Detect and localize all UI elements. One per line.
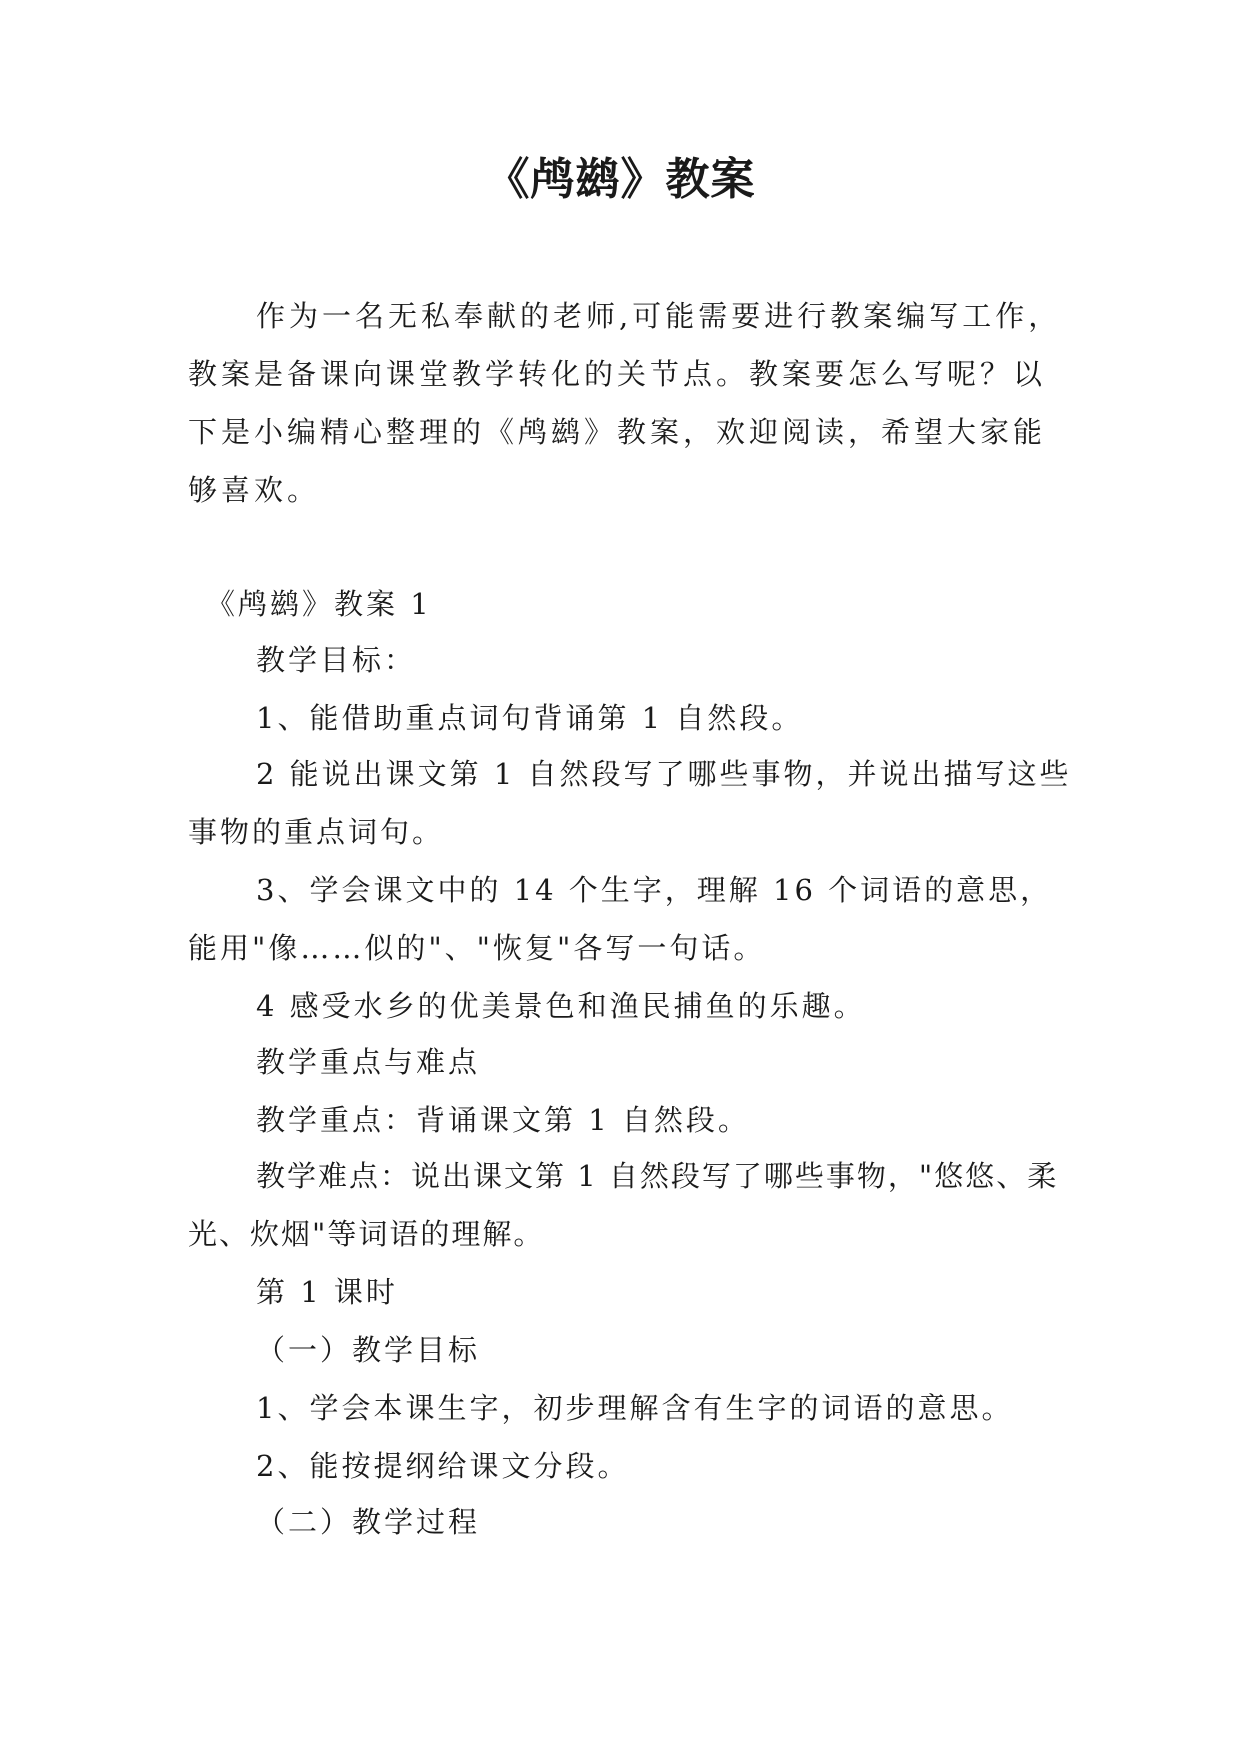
page-title: 《鸬鹚》教案 [485,154,756,205]
objectives-label: 教学目标： [256,643,417,677]
section-heading: 《鸬鹚》教案 1 [206,587,432,621]
sub-objectives-label: （一）教学目标 [256,1333,481,1367]
objective-2: 2 能说出课文第 1 自然段写了哪些事物，并说出描写这些事物的重点词句。 [188,757,1072,849]
sub-objective-2: 2、能按提纲给课文分段。 [256,1449,630,1483]
objective-3: 3、学会课文中的 14 个生字，理解 16 个词语的意思，能用"像……似的"、"恢复"各写一句话。 [188,873,1053,965]
difficult-point: 教学难点：说出课文第 1 自然段写了哪些事物，"悠悠、柔光、炊烟"等词语的理解。 [188,1159,1059,1251]
objective-4: 4 感受水乡的优美景色和渔民捕鱼的乐趣。 [256,989,866,1023]
objective-1: 1、能借助重点词句背诵第 1 自然段。 [256,701,804,735]
intro-paragraph: 作为一名无私奉献的老师,可能需要进行教案编写工作，教案是备课向课堂教学转化的关节点。教案要怎么写呢？以下是小编精心整理的《鸬鹚》教案，欢迎阅读，希望大家能够喜欢。 [188,299,1062,507]
key-point: 教学重点：背诵课文第 1 自然段。 [256,1103,750,1137]
key-difficult-label: 教学重点与难点 [256,1045,481,1079]
lesson-1: 第 1 课时 [256,1275,398,1309]
sub-objective-1: 1、学会本课生字，初步理解含有生字的词语的意思。 [256,1391,1014,1425]
process-label: （二）教学过程 [256,1505,481,1539]
